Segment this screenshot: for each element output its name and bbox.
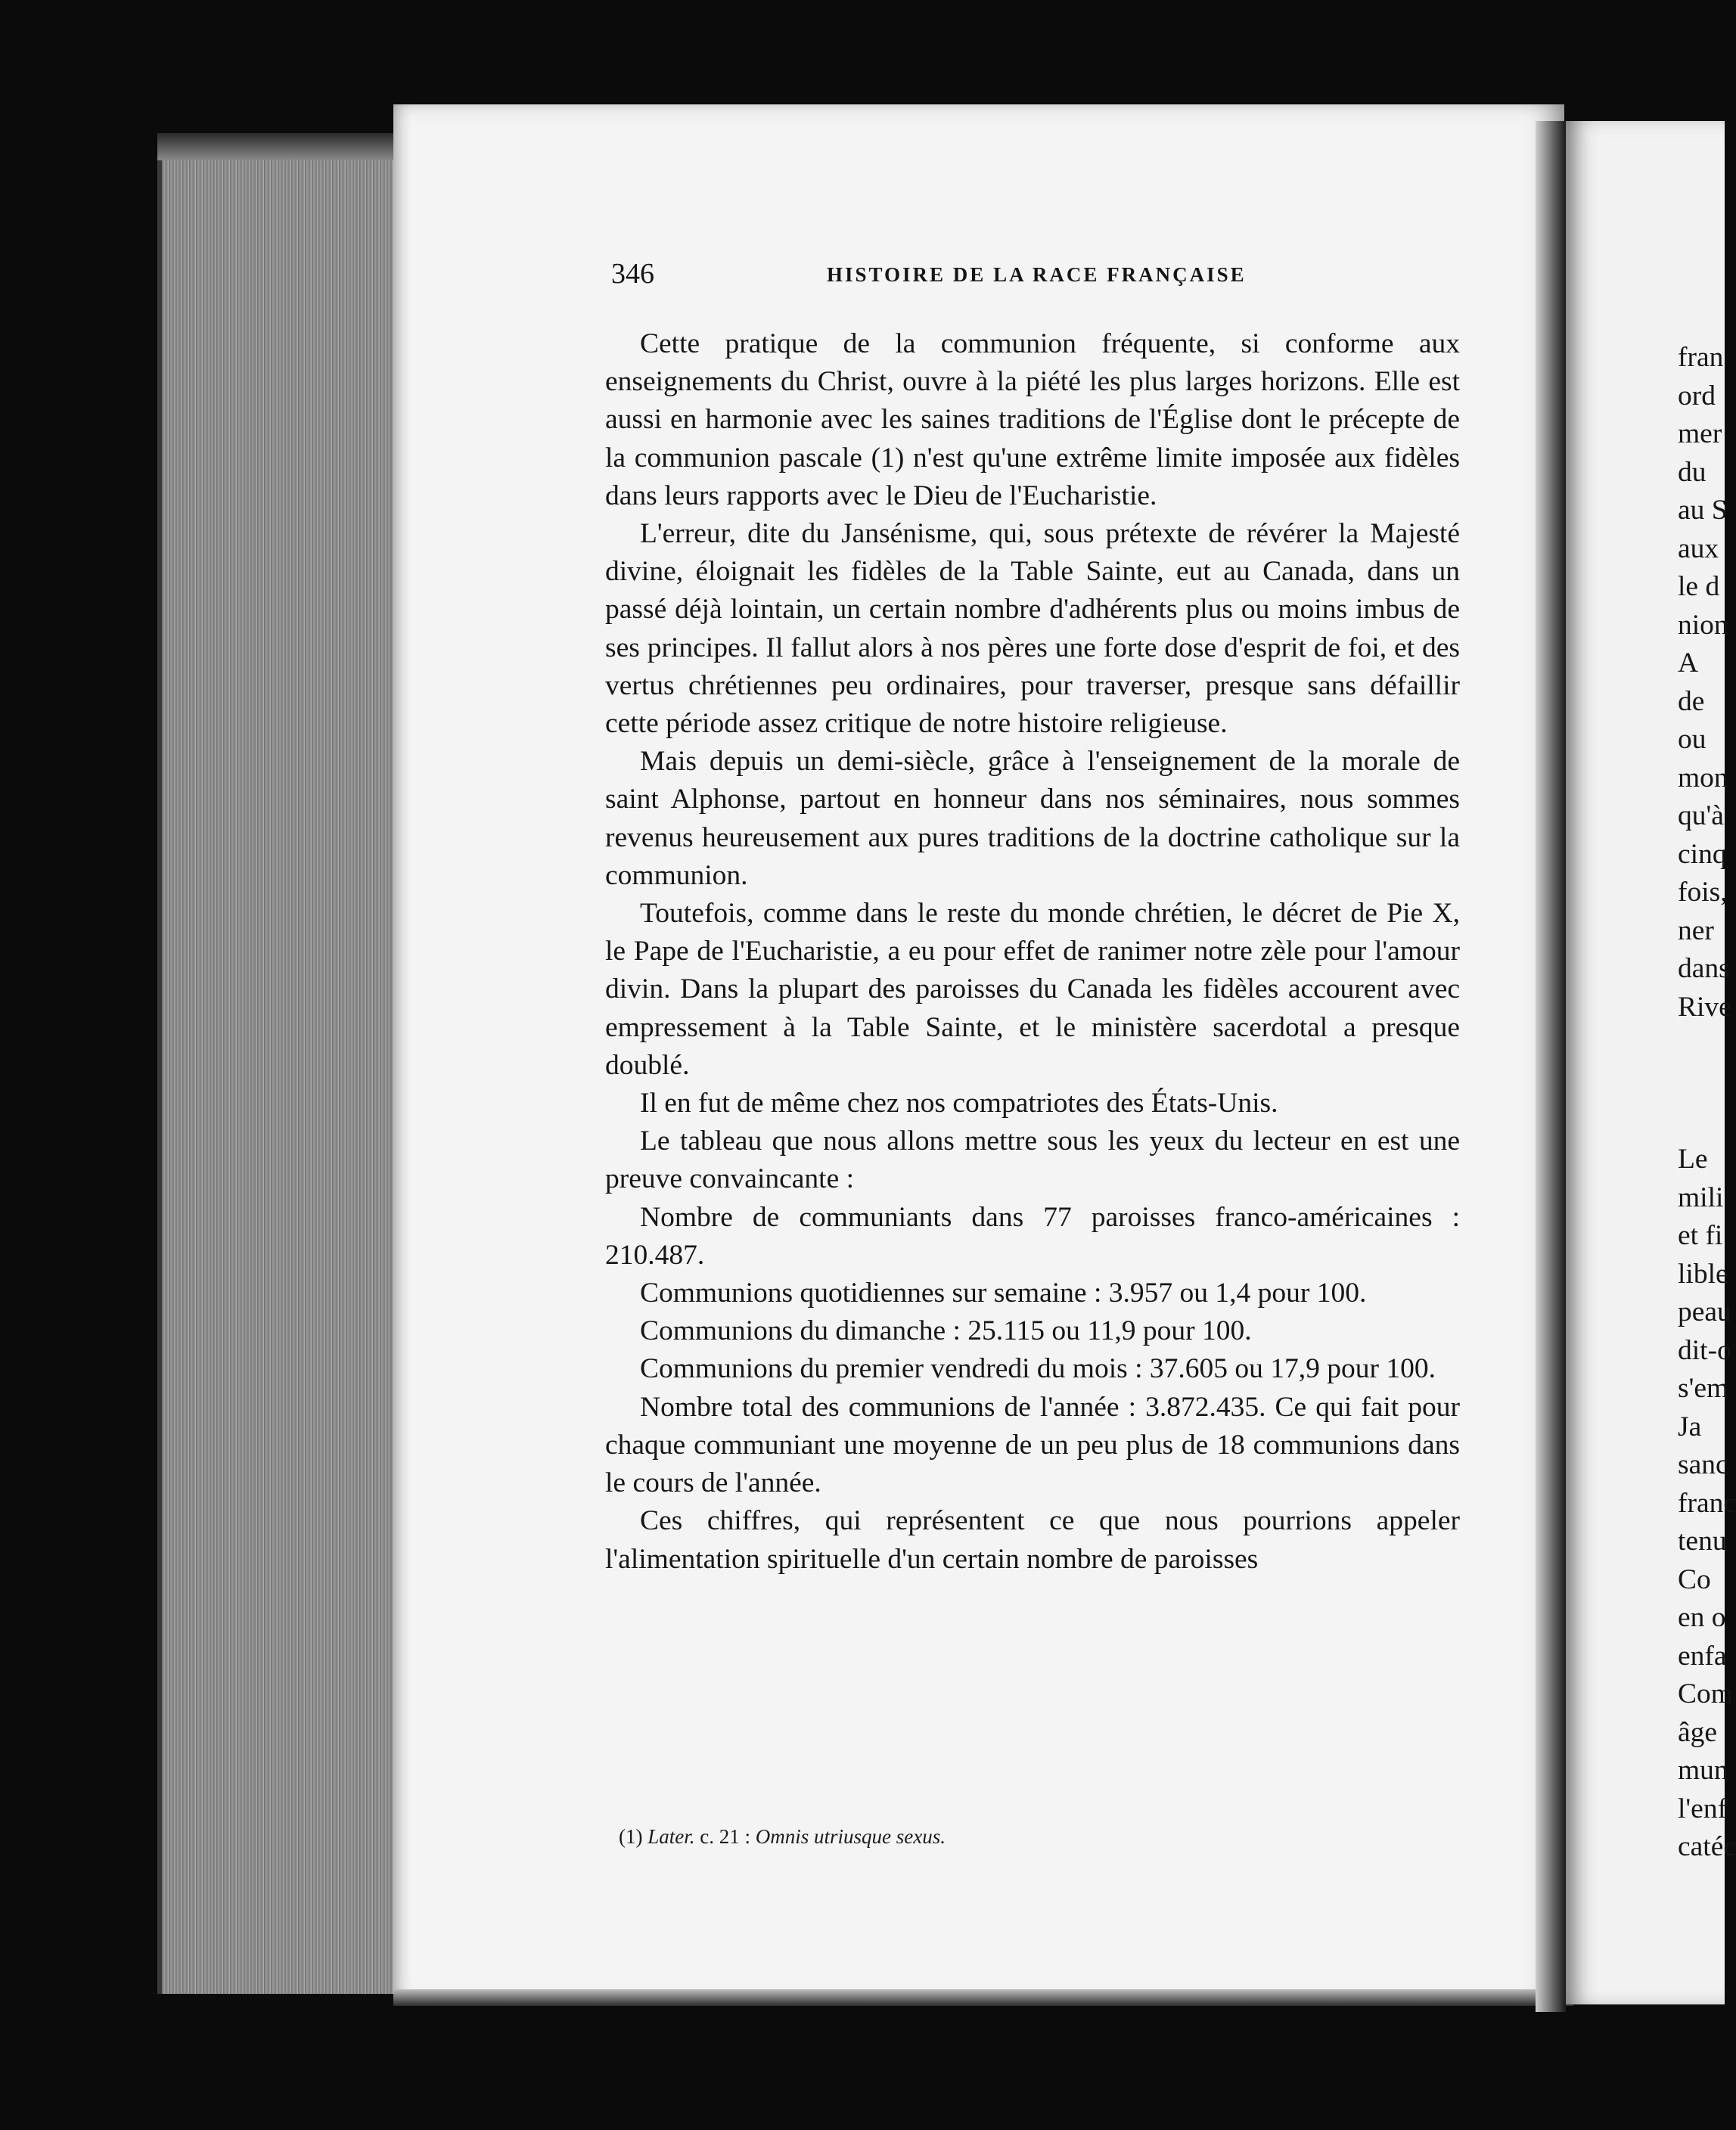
facing-line: Rive <box>1678 991 1731 1023</box>
facing-line: Co <box>1678 1563 1711 1595</box>
facing-line: de <box>1678 685 1705 717</box>
facing-line: sanc <box>1678 1449 1728 1480</box>
page-number: 346 <box>611 258 654 290</box>
facing-line: Le <box>1678 1144 1708 1175</box>
facing-line: tenu <box>1678 1526 1727 1557</box>
facing-line: Ja <box>1678 1411 1702 1442</box>
facing-line: enfa <box>1678 1640 1727 1672</box>
facing-line: franc <box>1678 1487 1736 1519</box>
facing-line: qu'à <box>1678 800 1724 831</box>
paragraph-6: Le tableau que nous allons mettre sous les yeux du lecteur en est une preuve convaincante : <box>605 1126 1460 1195</box>
facing-line: Com <box>1678 1678 1733 1709</box>
facing-page-text-bottom <box>1678 1141 1736 1867</box>
stat-premier-vendredi: Communions du premier vendredi du mois : 37.605 ou 17,9 pour 100. <box>640 1353 1436 1385</box>
paragraph-4: Toutefois, comme dans le reste du monde chrétien, le décret de Pie X, le Pape de l'Eucharistie, a eu pour effet de ranimer notre zèle pour l'amour divin. Dans la plupart des paroisses du Canada les fidèles accourent avec empressement à la Table Sainte, et le ministère sacerdotal a presque doublé. <box>605 898 1460 1081</box>
paragraph-2: L'erreur, dite du Jansénisme, qui, sous prétexte de révérer la Majesté divine, éloignait les fidèles de la Table Sainte, eut au Canada, dans un passé déjà lointain, un certain nombre d'adhérents plus ou moins imbus de ses principes. Il fallut alors à nos pères une forte dose d'esprit de foi, et des vertus chrétiennes peu ordinaires, pour traverser, presque sans défaillir cette période assez critique de notre histoire religieuse. <box>605 518 1460 740</box>
stat-dimanche: Communions du dimanche : 25.115 ou 11,9 pour 100. <box>640 1315 1252 1347</box>
facing-line: ou <box>1678 724 1706 755</box>
paragraph-5: Il en fut de même chez nos compatriotes des États-Unis. <box>640 1088 1278 1119</box>
facing-line: mer <box>1678 418 1722 449</box>
facing-line: et fi <box>1678 1220 1723 1251</box>
main-text <box>605 325 1460 1579</box>
facing-line: ner <box>1678 914 1714 946</box>
facing-line: dit-o <box>1678 1334 1731 1366</box>
facing-line: en o <box>1678 1602 1726 1633</box>
paragraph-1: Cette pratique de la communion fréquente, si conforme aux enseignements du Christ, ouvre à la piété les plus larges horizons. Elle est aussi en harmonie avec les saines traditions de l'Église dont le précepte de la communion pascale (1) n'est qu'une extrême limite imposée aux fidèles dans leurs rapports avec le Dieu de l'Eucharistie. <box>605 328 1460 511</box>
facing-line: l'enf <box>1678 1793 1728 1824</box>
facing-line: du <box>1678 456 1706 488</box>
facing-line: dans <box>1678 953 1730 984</box>
facing-line: âge <box>1678 1716 1718 1748</box>
facing-line: fran <box>1678 342 1724 373</box>
facing-line: mon <box>1678 762 1728 793</box>
footnote-quote: Omnis utriusque sexus. <box>755 1825 946 1848</box>
stat-quotidiennes: Communions quotidiennes sur semaine : 3.957 ou 1,4 pour 100. <box>640 1278 1367 1309</box>
running-title: HISTOIRE DE LA RACE FRANÇAISE <box>827 263 1247 286</box>
facing-line: mili <box>1678 1181 1724 1213</box>
book-top-edge <box>157 133 407 160</box>
page-header <box>611 257 1466 295</box>
book-page-edges <box>157 133 411 1994</box>
facing-line: ord <box>1678 380 1716 411</box>
facing-line: s'em <box>1678 1373 1729 1404</box>
facing-line: nion <box>1678 609 1728 641</box>
paragraph-last: Ces chiffres, qui représentent ce que nous pourrions appeler l'alimentation spirituelle d'un certain nombre de paroisses <box>605 1505 1460 1575</box>
facing-line: cinq <box>1678 838 1727 870</box>
facing-line: catéc <box>1678 1831 1736 1862</box>
facing-line: peau <box>1678 1296 1731 1327</box>
facing-line: aux <box>1678 532 1719 564</box>
book-gutter <box>1536 121 1566 2012</box>
facing-line: fois, <box>1678 877 1728 908</box>
facing-page-text-top <box>1678 339 1731 1026</box>
stat-communiants: Nombre de communiants dans 77 paroisses franco-américaines : 210.487. <box>605 1201 1460 1271</box>
footnote-ref: c. 21 : <box>700 1825 751 1848</box>
paragraph-3: Mais depuis un demi-siècle, grâce à l'enseignement de la morale de saint Alphonse, partout en honneur dans nos séminaires, nous sommes revenus heureusement aux pures traditions de la doctrine catholique sur la communion. <box>605 746 1460 891</box>
facing-line: mun <box>1678 1755 1728 1786</box>
facing-line: le d <box>1678 571 1720 602</box>
facing-line: au S <box>1678 495 1728 526</box>
facing-line: lible <box>1678 1258 1728 1290</box>
footnote-source: Later. <box>648 1825 695 1848</box>
stat-total-annee: Nombre total des communions de l'année : 3.872.435. Ce qui fait pour chaque communiant une moyenne de un peu plus de 18 communions dans le cours de l'année. <box>605 1391 1460 1499</box>
footnote <box>619 1825 1451 1849</box>
footnote-marker: (1) <box>619 1825 643 1848</box>
facing-line: A <box>1678 647 1699 678</box>
left-page-bottom-edge <box>393 1989 1573 2006</box>
